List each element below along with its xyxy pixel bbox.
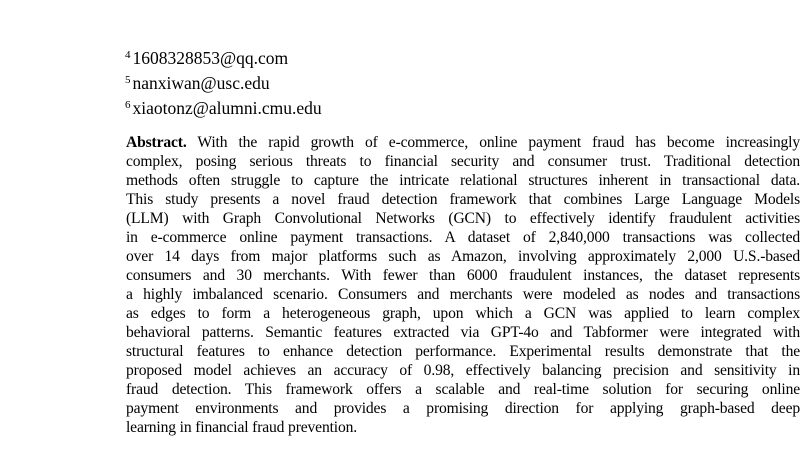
email-address: 1608328853@qq.com xyxy=(132,48,289,68)
author-emails xyxy=(125,44,322,119)
abstract-line: as edges to form a heterogeneous graph, upon which a GCN was applied to learn complex xyxy=(126,305,800,322)
abstract-line: learning in financial fraud prevention. xyxy=(126,419,357,436)
email-line xyxy=(125,69,322,94)
abstract-heading: Abstract. xyxy=(126,134,187,151)
abstract-line: behavioral patterns. Semantic features extracted via GPT-4o and Tabformer were integrated with xyxy=(126,324,800,341)
abstract-line: over 14 days from major platforms such as Amazon, involving approximately 2,000 U.S.-based xyxy=(126,248,800,265)
abstract-line: payment environments and provides a promising direction for applying graph-based deep xyxy=(126,400,800,417)
abstract-line xyxy=(126,133,800,152)
email-line xyxy=(125,94,322,119)
abstract-line: consumers and 30 merchants. With fewer than 6000 fraudulent instances, the dataset represents xyxy=(126,267,800,284)
affiliation-marker: 6 xyxy=(125,99,131,111)
email-line xyxy=(125,44,322,69)
abstract-line: structural features to enhance detection performance. Experimental results demonstrate that the xyxy=(126,343,800,360)
email-address: nanxiwan@usc.edu xyxy=(132,73,270,93)
abstract-text: With the rapid growth of e-commerce, online payment fraud has become increasingly xyxy=(197,134,800,151)
abstract xyxy=(126,133,800,437)
affiliation-marker: 4 xyxy=(125,49,131,61)
affiliation-marker: 5 xyxy=(125,74,131,86)
abstract-line: methods often struggle to capture the intricate relational structures inherent in transactional data. xyxy=(126,172,800,189)
abstract-line: proposed model achieves an accuracy of 0.98, effectively balancing precision and sensitivity in xyxy=(126,362,800,379)
abstract-line: a highly imbalanced scenario. Consumers and merchants were modeled as nodes and transactions xyxy=(126,286,800,303)
abstract-line: in e-commerce online payment transactions. A dataset of 2,840,000 transactions was collected xyxy=(126,229,800,246)
abstract-line: complex, posing serious threats to financial security and consumer trust. Traditional detection xyxy=(126,153,800,170)
abstract-line: (LLM) with Graph Convolutional Networks (GCN) to effectively identify fraudulent activities xyxy=(126,210,800,227)
abstract-line: fraud detection. This framework offers a scalable and real-time solution for securing online xyxy=(126,381,800,398)
email-address: xiaotonz@alumni.cmu.edu xyxy=(132,98,322,118)
abstract-line: This study presents a novel fraud detection framework that combines Large Language Models xyxy=(126,191,800,208)
